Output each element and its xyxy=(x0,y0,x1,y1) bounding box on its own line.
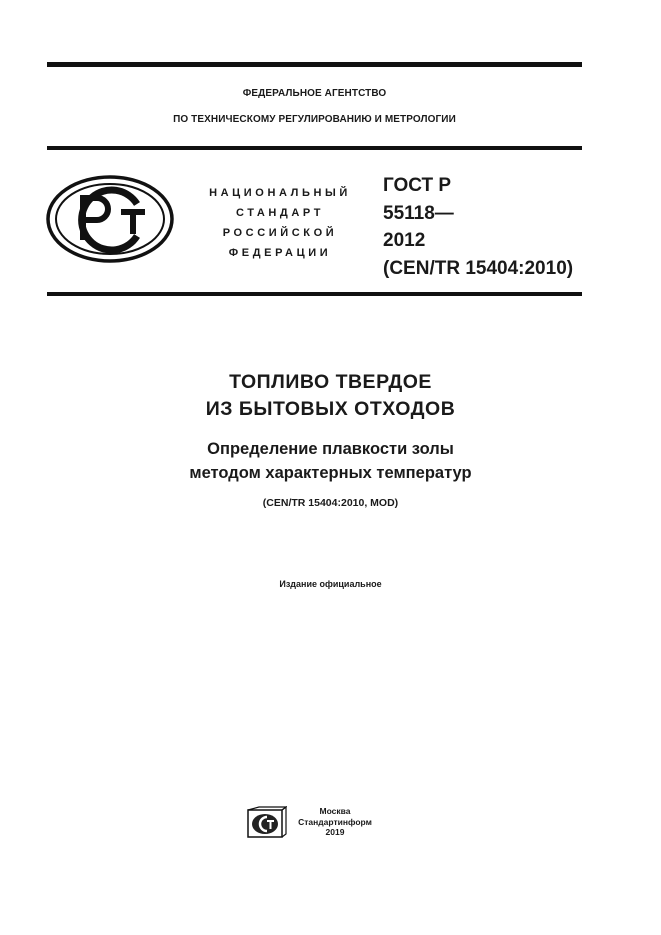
gost-line: (CEN/TR 15404:2010) xyxy=(383,257,574,279)
agency-name-line1: ФЕДЕРАЛЬНОЕ АГЕНТСТВО xyxy=(242,88,387,99)
gost-line: 55118— xyxy=(383,202,454,224)
document-title-line2: ИЗ БЫТОВЫХ ОТХОДОВ xyxy=(205,398,456,420)
document-subtitle-line2: методом характерных температур xyxy=(189,464,472,482)
agency-name-line2: ПО ТЕХНИЧЕСКОМУ РЕГУЛИРОВАНИЮ И МЕТРОЛОГИИ xyxy=(173,114,456,125)
national-line: НАЦИОНАЛЬНЫЙ xyxy=(209,187,351,199)
national-line: РОССИЙСКОЙ xyxy=(222,227,338,239)
publisher-city: Москва xyxy=(319,806,351,816)
gost-designation xyxy=(383,172,573,282)
edition-label: Издание официальное xyxy=(279,579,382,589)
publication-year: 2019 xyxy=(325,827,345,837)
publisher-name: Стандартинформ xyxy=(298,816,372,827)
gost-line: ГОСТ Р xyxy=(383,175,452,196)
bottom-rule xyxy=(47,292,582,296)
gost-line: 2012 xyxy=(383,230,426,251)
middle-rule xyxy=(47,146,582,150)
national-line: СТАНДАРТ xyxy=(235,207,325,219)
document-subtitle-line1: Определение плавкости золы xyxy=(207,440,454,458)
publisher-info xyxy=(296,806,374,838)
standartinform-logo-icon xyxy=(247,806,287,838)
reference-standard: (CEN/TR 15404:2010, MOD) xyxy=(262,497,399,509)
top-rule xyxy=(47,62,582,67)
national-line: ФЕДЕРАЦИИ xyxy=(228,247,332,259)
national-standard-label xyxy=(190,183,370,263)
rst-certification-mark-icon xyxy=(45,174,175,264)
document-title-line1: ТОПЛИВО ТВЕРДОЕ xyxy=(229,371,432,393)
